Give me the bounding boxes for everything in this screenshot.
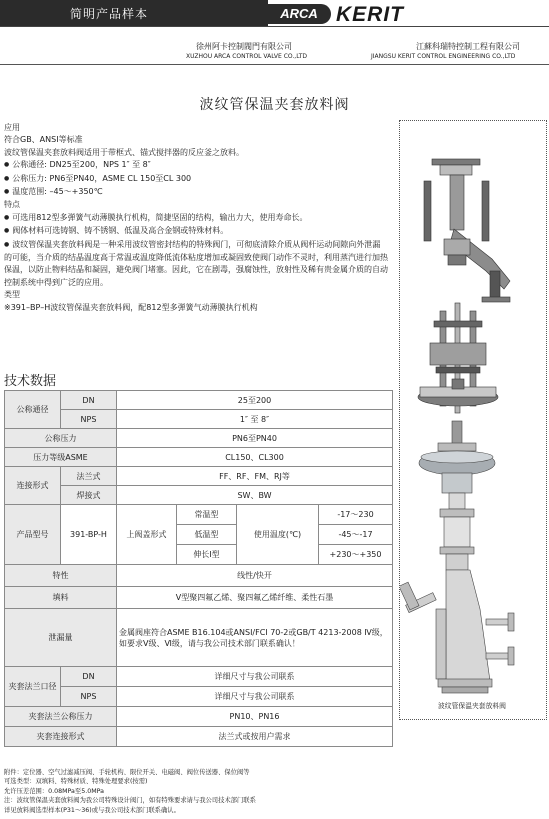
header-divider: [0, 26, 549, 27]
jacket-pressure-value: PN10、PN16: [117, 707, 393, 727]
company-right-en: JIANGSU KERIT CONTROL ENGINEERING CO.,LTD: [371, 53, 516, 60]
figure-caption: 波纹管保温夹套放料阀: [438, 702, 506, 710]
jacket-label: 夹套法兰口径: [5, 667, 61, 707]
leak-label: 泄漏量: [5, 609, 117, 667]
note-line: 附件：定位器、空气过滤减压阀、手轮机构、限位开关、电磁阀、阀位传送器、保位阀等: [4, 769, 250, 776]
note-line: 详见放料阀选型样本(P31～36)或与我公司技术部门联系确认。: [4, 806, 180, 814]
jacket-dn-label: DN: [61, 667, 117, 687]
weld-value: SW、BW: [117, 486, 393, 505]
bonnet-ext: 伸长Ⅰ型: [177, 545, 237, 565]
dn-label: DN: [61, 391, 117, 410]
app-line: 波纹管保温夹套放料阀适用于带框式、锚式搅拌器的反应釜之放料。: [4, 147, 244, 157]
jacket-nps-value: 详细尺寸与我公司联系: [117, 687, 393, 707]
char-label: 特性: [5, 565, 117, 587]
jacket-pressure-label: 夹套法兰公称压力: [5, 707, 117, 727]
feature-item: ● 阀体材料可选铸钢、铸不锈钢、低温及高合金钢或特殊材料。: [4, 225, 388, 238]
bonnet-label: 上阀盖形式: [117, 505, 177, 565]
bullet-item: ● 公称压力: PN6至PN40，ASME CL 150至CL 300: [4, 173, 388, 186]
company-right-cn: 江蘇科瑞特控制工程有限公司: [416, 42, 520, 51]
jacket-conn-label: 夹套连接形式: [5, 727, 117, 747]
tech-heading: 技术数据: [4, 374, 57, 389]
valve-figure: [399, 120, 547, 720]
jacket-conn-value: 法兰式或按用户需求: [117, 727, 393, 747]
temp-label: 使用温度(℃): [237, 505, 319, 565]
pressure-label: 公称压力: [5, 429, 117, 448]
arca-logo: ARCA: [267, 4, 331, 24]
packing-label: 填料: [5, 587, 117, 609]
weld-label: 焊接式: [61, 486, 117, 505]
feature-item: ● 可选用812型多弹簧气动薄膜执行机构，简捷坚固的结构，输出力大，使用寿命长。: [4, 212, 388, 225]
nominal-dia-label: 公称通径: [5, 391, 61, 429]
note-line: 注：波纹管保温夹套放料阀为我公司特殊设计阀门，如有特殊要求请与我公司技术部门联系: [4, 797, 256, 805]
spec-table: [4, 390, 393, 747]
pressure-value: PN6至PN40: [117, 429, 393, 448]
header-bar: [0, 0, 268, 26]
type-line: ※391–BP–H波纹管保温夹套放料阀，配812型多弹簧气动薄膜执行机构: [4, 302, 258, 312]
jacket-nps-label: NPS: [61, 687, 117, 707]
conn-label: 连接形式: [5, 467, 61, 505]
intro-text: [4, 122, 388, 314]
flange-value: FF、RF、FM、RJ等: [117, 467, 393, 486]
jacket-dn-value: 详细尺寸与我公司联系: [117, 667, 393, 687]
dn-value: 25至200: [117, 391, 393, 410]
asme-label: 压力等级ASME: [5, 448, 117, 467]
product-label: 产品型号: [5, 505, 61, 565]
temp-low: -45～-17: [319, 525, 393, 545]
footer-notes: [4, 768, 484, 815]
type-heading: 类型: [4, 290, 20, 300]
feat-heading: 特点: [4, 200, 20, 210]
header-divider-2: [0, 64, 549, 65]
company-left-en: XUZHOU ARCA CONTROL VALVE CO.,LTD: [186, 53, 308, 60]
nps-label: NPS: [61, 410, 117, 429]
bonnet-low: 低温型: [177, 525, 237, 545]
feature-item: ● 波纹管保温夹套放料阀是一种采用波纹管密封结构的特殊阀门，可彻底清除介质从阀杆运动间隙向外泄漏的可能，当介质的结晶温度高于常温或温度降低流体粘度增加或凝固致使阀门动作不灵时，利用蒸汽进行加热保温，以防止物料结晶和凝固，避免阀门堵塞。因此，它在剧毒，强腐蚀性，放射性及稀有贵金属介质的自动控制系统中得到广泛的应用。: [4, 239, 388, 290]
asme-value: CL150、CL300: [117, 448, 393, 467]
note-line: 可选类型：双填料、特殊材质、特殊处理要求(按需): [4, 778, 148, 786]
company-left-cn: 徐州阿卡控制閥門有限公司: [196, 42, 292, 51]
temp-ext: +230～+350: [319, 545, 393, 565]
catalog-label: 简明产品样本: [70, 7, 149, 21]
bonnet-normal: 常温型: [177, 505, 237, 525]
note-line: 允许压差范围：0.08MPa至5.0MPa: [4, 787, 105, 795]
packing-value: V型聚四氟乙烯、聚四氟乙烯纤维、柔性石墨: [117, 587, 393, 609]
bullet-item: ● 公称通径: DN25至200，NPS 1″ 至 8″: [4, 159, 388, 172]
bullet-item: ● 温度范围: –45～+350℃: [4, 186, 388, 199]
flange-label: 法兰式: [61, 467, 117, 486]
kerit-logo: KERIT: [336, 3, 404, 26]
std-line: 符合GB、ANSI等标准: [4, 135, 83, 145]
valve-drawing: [400, 121, 546, 719]
leak-value: 金属阀座符合ASME B16.104或ANSI/FCI 70-2或GB/T 4213-2008 Ⅳ级，如要求Ⅴ级、Ⅵ级，请与我公司技术部门联系确认！: [117, 609, 393, 667]
page-title: 波纹管保温夹套放料阀: [199, 97, 350, 113]
nps-value: 1″ 至 8″: [117, 410, 393, 429]
char-value: 线性/快开: [117, 565, 393, 587]
temp-normal: -17～230: [319, 505, 393, 525]
model-value: 391-BP-H: [61, 505, 117, 565]
app-heading: 应用: [4, 123, 20, 132]
